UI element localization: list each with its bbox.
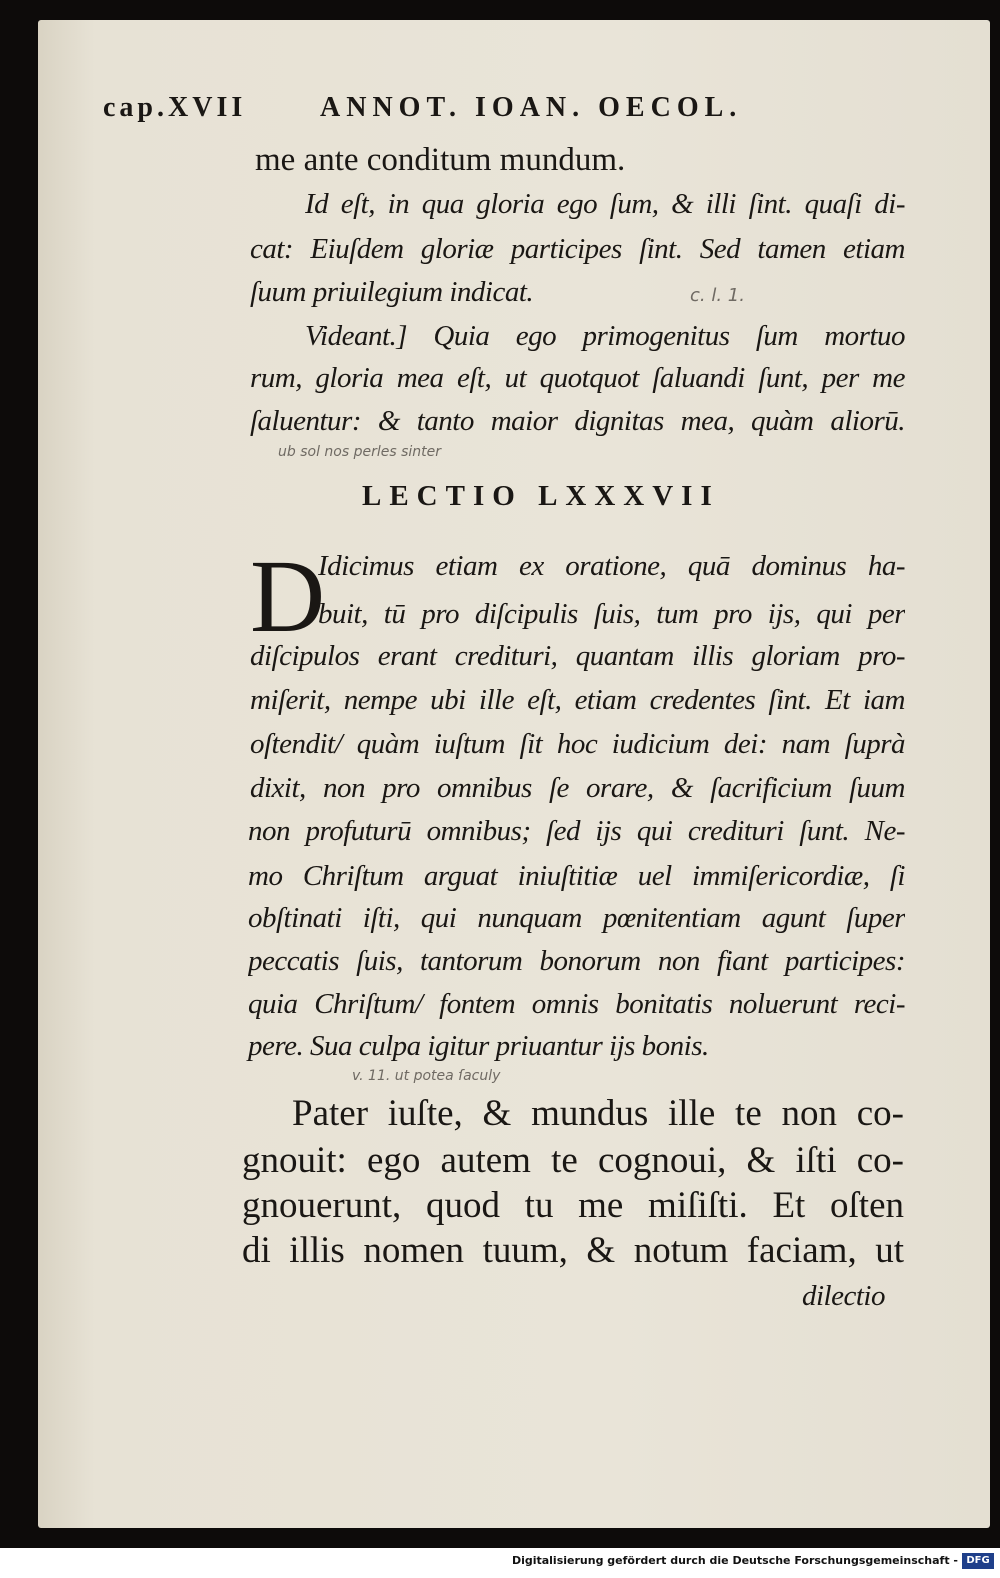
text-line: Id eſt, in qua gloria ego ſum, & illi ſint. quaſi di-: [305, 188, 905, 220]
text-line: diſcipulos erant credituri, quantam illis gloriam pro-: [250, 640, 905, 672]
text-line: miſerit, nempe ubi ille eſt, etiam credentes ſint. Et iam: [250, 684, 905, 716]
verse-line: gnouit: ego autem te cognoui, & iſti co-: [242, 1140, 904, 1181]
text-line: ſuum priuilegium indicat.: [250, 276, 534, 308]
text-line: cat: Eiuſdem gloriæ participes ſint. Sed tamen etiam: [250, 233, 905, 265]
handwritten-note: v. 11. ut potea ſaculy: [352, 1068, 501, 1084]
handwritten-note: ub sol nos perles sinter: [278, 444, 442, 460]
text-line: me ante conditum mundum.: [255, 142, 626, 178]
text-line: rum, gloria mea eſt, ut quotquot ſaluandi ſunt, per me: [250, 362, 905, 394]
section-title: LECTIO LXXXVII: [362, 480, 720, 512]
text-line: ſaluentur: & tanto maior dignitas mea, quàm aliorū.: [250, 405, 905, 437]
running-title: ANNOT. IOAN. OECOL.: [320, 92, 743, 123]
verse-line: gnouerunt, quod tu me miſiſti. Et oſten: [242, 1185, 904, 1226]
text-line: peccatis ſuis, tantorum bonorum non fiant participes:: [248, 945, 905, 977]
dfg-logo: DFG: [962, 1553, 994, 1569]
verse-line: Pater iuſte, & mundus ille te non co-: [292, 1093, 904, 1134]
marginal-note: c. l. 1.: [690, 285, 745, 306]
text-line: mo Chriſtum arguat iniuſtitiæ uel immiſericordiæ, ſi: [248, 860, 905, 892]
chapter-label: cap.XVII: [103, 92, 247, 123]
text-line: pere. Sua culpa igitur priuantur ijs bonis.: [248, 1030, 709, 1062]
catchword: dilectio: [802, 1280, 885, 1312]
text-line: quia Chriſtum/ fontem omnis bonitatis noluerunt reci-: [248, 988, 905, 1020]
verse-line: di illis nomen tuum, & notum faciam, ut: [242, 1230, 904, 1271]
funding-credit: Digitalisierung gefördert durch die Deutsche Forschungsgemeinschaft -: [511, 1554, 958, 1567]
text-line: obſtinati iſti, qui nunquam pœnitentiam agunt ſuper: [248, 902, 905, 934]
text-line: dixit, non pro omnibus ſe orare, & ſacrificium ſuum: [250, 772, 905, 804]
text-line: non profuturū omnibus; ſed ijs qui credituri ſunt. Ne-: [248, 815, 905, 847]
drop-cap: D: [250, 539, 326, 654]
footer-bar: [0, 1548, 1000, 1578]
text-line: Idicimus etiam ex oratione, quā dominus ha-: [318, 550, 905, 582]
text-line: Videant.] Quia ego primogenitus ſum mortuo: [305, 320, 905, 352]
text-line: oſtendit/ quàm iuſtum ſit hoc iudicium dei: nam ſuprà: [250, 728, 905, 760]
text-line: buit, tū pro diſcipulis ſuis, tum pro ijs, qui per: [318, 598, 905, 630]
